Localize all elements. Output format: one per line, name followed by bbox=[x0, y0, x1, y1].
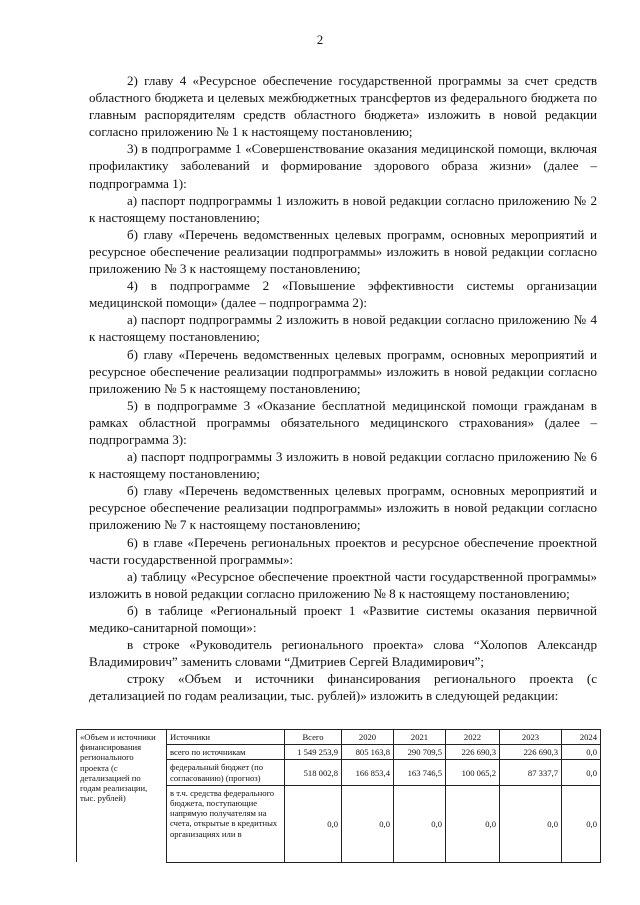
source-cell bbox=[167, 785, 285, 862]
paragraph-3a: а) паспорт подпрограммы 1 изложить в новой редакции согласно приложению № 2 к настоящему постановлению; bbox=[89, 192, 597, 225]
value-cell: 518 002,8 bbox=[285, 760, 342, 785]
value-cell: 87 337,7 bbox=[500, 760, 562, 785]
value-cell: 0,0 bbox=[285, 785, 342, 862]
source-text-clip: в т.ч. средства федерального бюджета, поступающие напрямую получателям на счета, открытые в кредитных организациях или в bbox=[170, 787, 278, 839]
paragraph-3b: б) главу «Перечень ведомственных целевых программ, основных мероприятий и ресурсное обеспечение реализации подпрограммы» изложить в новой редакции согласно приложению № 3 к настоящему постановлению; bbox=[89, 226, 597, 277]
value-cell: 0,0 bbox=[446, 785, 500, 862]
value-cell: 0,0 bbox=[562, 760, 601, 785]
value-cell: 163 746,5 bbox=[394, 760, 446, 785]
paragraph-item-3: 3) в подпрограмме 1 «Совершенствование оказания медицинской помощи, включая профилактику заболеваний и формирование здорового образа жизни» (далее – подпрограмма 1): bbox=[89, 141, 597, 191]
source-cell: федеральный бюджет (по согласованию) (прогноз) bbox=[167, 760, 285, 785]
source-cell: всего по источникам bbox=[167, 745, 285, 760]
value-cell: 0,0 bbox=[394, 785, 446, 862]
value-cell: 1 549 253,9 bbox=[285, 745, 342, 760]
value-cell: 290 709,5 bbox=[394, 745, 446, 760]
paragraph-item-4: 4) в подпрограмме 2 «Повышение эффективности системы организации медицинской помощи» (далее – подпрограмма 2): bbox=[89, 278, 597, 311]
value-cell: 0,0 bbox=[342, 785, 394, 862]
paragraph-5a: а) паспорт подпрограммы 3 изложить в новой редакции согласно приложению № 6 к настоящему постановлению; bbox=[89, 449, 597, 482]
header-year: 2021 bbox=[394, 730, 446, 745]
value-cell: 226 690,3 bbox=[500, 745, 562, 760]
value-cell: 166 853,4 bbox=[342, 760, 394, 785]
financing-table-container bbox=[76, 729, 600, 863]
value-cell: 226 690,3 bbox=[446, 745, 500, 760]
paragraph-financing-row: строку «Объем и источники финансирования регионального проекта (с детализацией по годам реализации, тыс. рублей)» изложить в следующей редакции: bbox=[89, 671, 597, 704]
header-year: 2022 bbox=[446, 730, 500, 745]
paragraph-6a: а) таблицу «Ресурсное обеспечение проектной части государственной программы» изложить в новой редакции согласно приложению № 8 к настоящему постановлению; bbox=[89, 568, 597, 601]
paragraph-6b: б) в таблице «Региональный проект 1 «Развитие системы оказания первичной медико-санитарной помощи»: bbox=[89, 602, 597, 635]
paragraph-item-5: 5) в подпрограмме 3 «Оказание бесплатной медицинской помощи гражданам в рамках областной программы обязательного медицинского страхования» (далее – подпрограмма 3): bbox=[89, 397, 597, 447]
paragraph-4b: б) главу «Перечень ведомственных целевых программ, основных мероприятий и ресурсное обеспечение реализации подпрограммы» изложить в новой редакции согласно приложению № 5 к настоящему постановлению; bbox=[89, 346, 597, 396]
header-year: 2024 bbox=[562, 730, 601, 745]
value-cell: 0,0 bbox=[562, 785, 601, 862]
document-body bbox=[89, 72, 597, 704]
financing-table bbox=[76, 729, 601, 863]
paragraph-5b: б) главу «Перечень ведомственных целевых программ, основных мероприятий и ресурсное обеспечение реализации подпрограммы» изложить в новой редакции согласно приложению № 7 к настоящему постановлению; bbox=[89, 483, 597, 533]
header-year: 2020 bbox=[342, 730, 394, 745]
value-cell: 100 065,2 bbox=[446, 760, 500, 785]
page-number: 2 bbox=[316, 32, 324, 47]
value-cell: 0,0 bbox=[500, 785, 562, 862]
paragraph-item-6: 6) в главе «Перечень региональных проектов и ресурсное обеспечение проектной части государственной программы»: bbox=[89, 534, 597, 567]
header-total: Всего bbox=[285, 730, 342, 745]
header-sources: Источники bbox=[167, 730, 285, 745]
table-header-row bbox=[77, 730, 601, 745]
value-cell: 805 163,8 bbox=[342, 745, 394, 760]
paragraph-4a: а) паспорт подпрограммы 2 изложить в новой редакции согласно приложению № 4 к настоящему постановлению; bbox=[89, 312, 597, 345]
header-year: 2023 bbox=[500, 730, 562, 745]
paragraph-leader-change: в строке «Руководитель регионального проекта» слова “Холопов Александр Владимирович” заменить словами “Дмитриев Сергей Владимирович”; bbox=[89, 637, 597, 670]
paragraph-item-2: 2) главу 4 «Ресурсное обеспечение государственной программы за счет средств областного бюджета и целевых межбюджетных трансфертов из федерального бюджета по главным распорядителям средств областного бюджета» изложить в новой редакции согласно приложению № 1 к настоящему постановлению; bbox=[89, 73, 597, 140]
value-cell: 0,0 bbox=[562, 745, 601, 760]
row-label-cell: «Объем и источники финансирования регионального проекта (с детализацией по годам реализации, тыс. рублей) bbox=[77, 730, 167, 863]
